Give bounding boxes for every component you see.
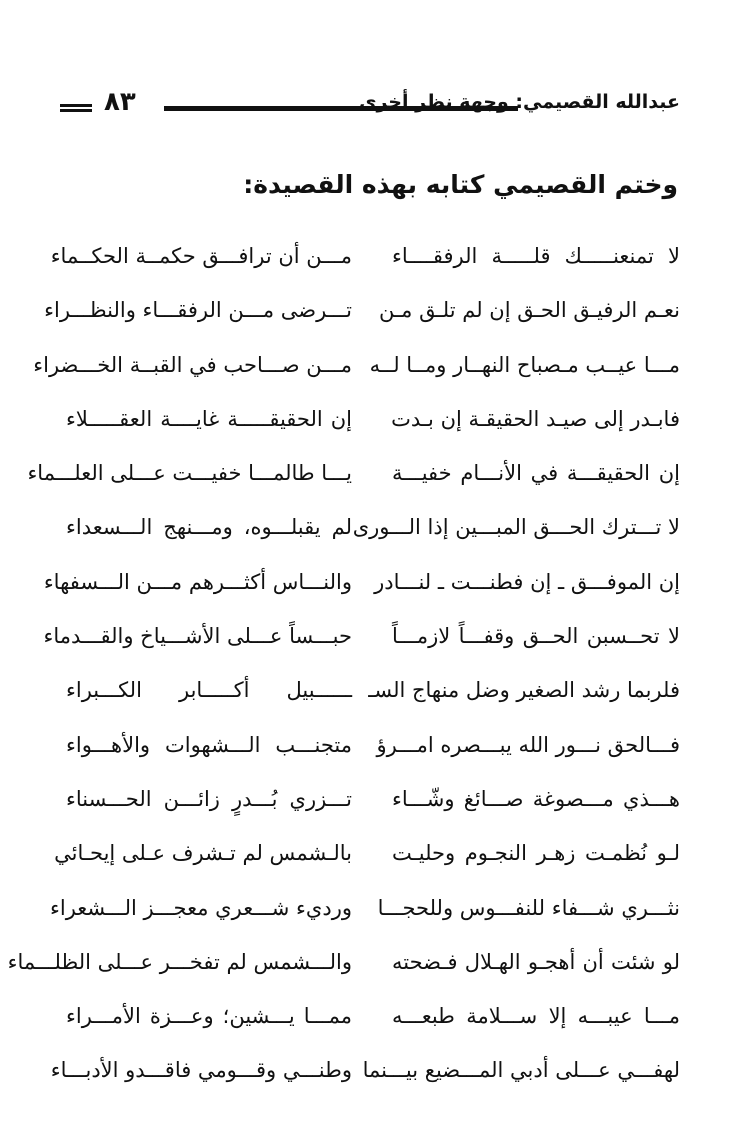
poem-verse <box>50 236 680 290</box>
verse-first-hemistich: هـــذي مـــصوغة صـــائغ وشّـــاء <box>392 786 680 811</box>
verse-first-hemistich: لـو نُظمـت زهـر النجـوم وحليـت <box>392 841 680 866</box>
verse-second-hemistich: والـــشمس لم تفخـــر عـــلى الظلـــماء <box>7 949 352 974</box>
verse-first-hemistich: فلربما رشد الصغير وضل منهاج السـ <box>368 678 680 703</box>
verse-first-hemistich: إن الحقيقـــة في الأنـــام خفيـــة <box>392 461 680 486</box>
page-header <box>60 84 680 120</box>
verse-second-hemistich: مـــن صـــاحب في القبــة الخـــضراء <box>33 352 352 377</box>
verse-first-hemistich: لا تحــسبن الحــق وقفـــاً لازمـــاً <box>392 624 680 649</box>
verse-first-hemistich: لا تمنعنـــــك قلـــــة الرفقــــاء <box>392 244 680 268</box>
verse-second-hemistich: بالـشمس لم تـشرف عـلى إيحـائي <box>54 841 352 866</box>
header-rule-short <box>60 104 92 112</box>
poem-verse <box>49 888 680 942</box>
verse-second-hemistich: حبـــساً عـــلى الأشـــياخ والقـــدماء <box>43 624 352 649</box>
verse-first-hemistich: لهفـــي عـــلى أدبي المـــضيع بيـــنما <box>362 1058 680 1083</box>
verse-second-hemistich: مـــن أن ترافـــق حكمــة الحكــماء <box>50 244 352 268</box>
verse-first-hemistich: لا تـــترك الحـــق المبـــين إذا الـــورى <box>352 515 680 540</box>
verse-second-hemistich: ــــــبيل أكـــــابر الكـــبراء <box>66 678 352 703</box>
poem-verse <box>43 562 680 616</box>
poem-verse <box>66 725 680 779</box>
verse-first-hemistich: مـــا عيبـــه إلا ســـلامة طبعـــه <box>392 1004 680 1029</box>
verse-second-hemistich: ممـــا يـــشين؛ وعـــزة الأمـــراء <box>66 1004 352 1029</box>
verse-first-hemistich: لو شئت أن أهجـو الهـلال فـضحته <box>392 949 680 974</box>
poem-verse <box>33 345 680 399</box>
poem-verse <box>27 453 680 507</box>
verse-first-hemistich: فـــالحق نـــور الله يبـــصره امـــرؤ <box>376 732 680 757</box>
verse-second-hemistich: وطنـــي وقـــومي فاقـــدو الأدبـــاء <box>50 1058 352 1083</box>
section-heading: وختم القصيمي كتابه بهذه القصيدة: <box>243 170 678 199</box>
verse-second-hemistich: تـــزري بُـــدرٍ زائـــن الحـــسناء <box>66 786 352 811</box>
poem-verse <box>66 399 680 453</box>
poem-verse <box>44 290 680 344</box>
verse-first-hemistich: إن الموفـــق ـ إن فطنـــت ـ لنـــادر <box>374 569 680 594</box>
poem-verse <box>66 670 680 724</box>
verse-second-hemistich: لم يقبلـــوه، ومـــنهج الـــسعداء <box>66 515 352 540</box>
verse-first-hemistich: مـــا عيــب مـصباح النهــار ومــا لــه <box>369 352 680 377</box>
poem-verse <box>7 942 680 996</box>
poem-verse <box>66 996 680 1050</box>
poem-verse <box>43 616 680 670</box>
verse-second-hemistich: يـــا طالمـــا خفيـــت عـــلى العلـــماء <box>27 461 352 486</box>
verse-first-hemistich: نثـــري شـــفاء للنفـــوس وللحجـــا <box>377 895 680 920</box>
poem <box>7 236 680 1105</box>
verse-second-hemistich: ورديء شـــعري معجـــز الـــشعراء <box>49 895 352 920</box>
verse-second-hemistich: متجنـــب الـــشهوات والأهـــواء <box>66 732 352 757</box>
page-number: ٨٣ <box>104 87 136 117</box>
poem-verse <box>66 779 680 833</box>
verse-second-hemistich: والنـــاس أكثـــرهم مـــن الـــسفهاء <box>43 569 352 594</box>
poem-verse <box>50 1050 680 1104</box>
poem-verse <box>54 833 680 887</box>
verse-first-hemistich: فابـدر إلى صيـد الحقيقـة إن بـدت <box>391 406 680 431</box>
running-title: عبدالله القصيمي: وجهة نظر أخرى <box>359 91 680 113</box>
verse-first-hemistich: نعـم الرفيـق الحـق إن لم تلـق مـن <box>379 298 680 323</box>
verse-second-hemistich: تـــرضى مـــن الرفقـــاء والنظـــراء <box>44 298 352 323</box>
verse-second-hemistich: إن الحقيقـــــة غايــــة العقـــــلاء <box>66 406 352 431</box>
poem-verse <box>66 507 680 561</box>
